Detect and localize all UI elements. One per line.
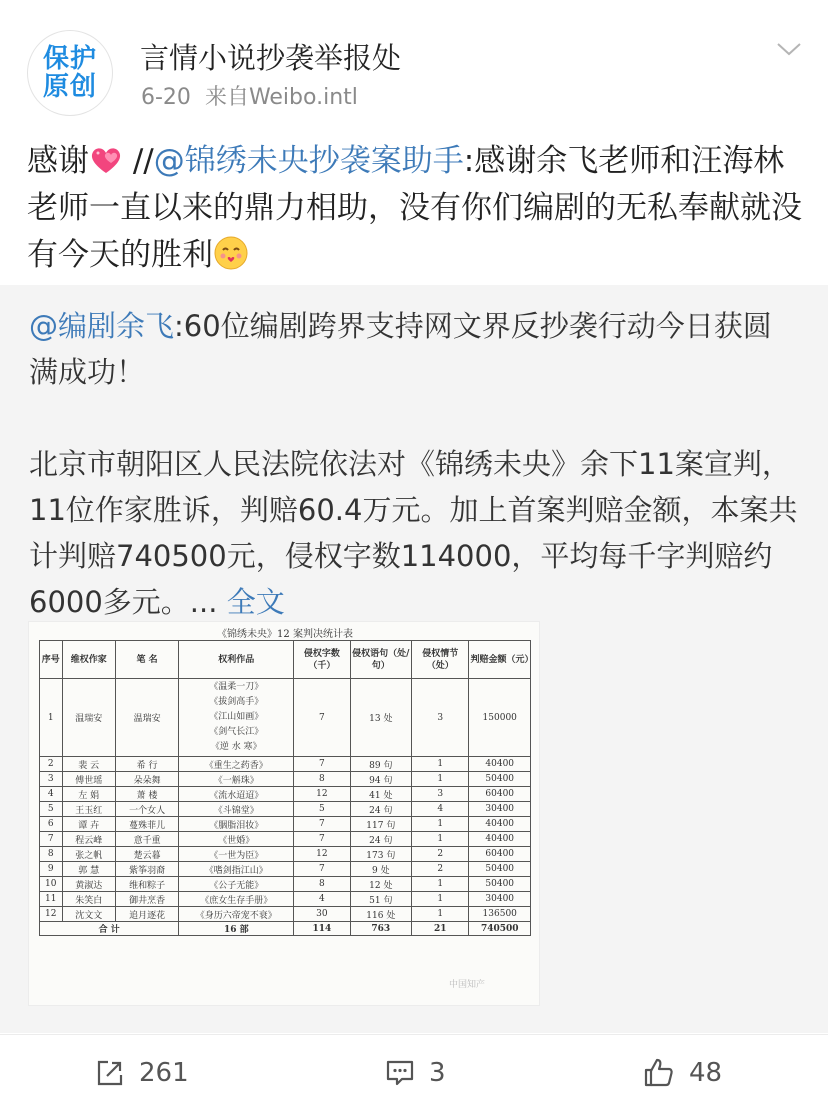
table-row xyxy=(40,907,531,922)
table-cell: 60400 xyxy=(469,787,531,802)
table-cell: 12 xyxy=(294,787,350,802)
total-cell: 21 xyxy=(412,922,469,936)
table-cell: 12 xyxy=(294,847,350,862)
table-cell: 王玉红 xyxy=(62,802,115,817)
table-cell: 张之帆 xyxy=(62,847,115,862)
table-cell: 《一斛珠》 xyxy=(179,772,294,787)
post-date: 6-20 xyxy=(141,85,191,110)
table-cell: 《重生之药香》 xyxy=(179,757,294,772)
table-cell: 追月逐花 xyxy=(115,907,179,922)
table-body xyxy=(40,679,531,936)
like-count: 48 xyxy=(689,1057,723,1088)
work-title: 《逆 水 寒》 xyxy=(210,742,262,752)
text-separator: // xyxy=(123,143,154,179)
work-title: 《江山如画》 xyxy=(209,712,264,722)
kiss-face-emoji-icon xyxy=(213,235,249,271)
table-cell: 10 xyxy=(40,877,63,892)
table-cell: 温瑞安 xyxy=(115,679,179,757)
comment-icon xyxy=(385,1058,415,1088)
table-cell: 1 xyxy=(412,907,469,922)
header-cell: 侵权字数（千） xyxy=(294,641,350,679)
repost-text xyxy=(29,303,799,625)
mention-link[interactable]: @锦绣未央抄袭案助手 xyxy=(153,143,464,179)
username[interactable]: 言情小说抄袭举报处 xyxy=(140,41,402,75)
table-cell: 6 xyxy=(40,817,63,832)
table-header-row xyxy=(40,641,531,679)
table-cell: 41 处 xyxy=(350,787,412,802)
table-cell: 4 xyxy=(40,787,63,802)
table-cell: 2 xyxy=(412,862,469,877)
table-row xyxy=(40,757,531,772)
post-meta xyxy=(141,80,358,111)
comment-button[interactable] xyxy=(385,1035,446,1109)
table-cell: 御井烹香 xyxy=(115,892,179,907)
table-cell: 《庶女生存手册》 xyxy=(179,892,294,907)
table-cell: 173 句 xyxy=(350,847,412,862)
table-cell: 维和粽子 xyxy=(115,877,179,892)
watermark: 中国知产 xyxy=(449,980,486,990)
header-cell: 权利作品 xyxy=(179,641,294,679)
header-cell: 笔 名 xyxy=(115,641,179,679)
table-cell: 郭 慧 xyxy=(62,862,115,877)
table-cell: 1 xyxy=(412,832,469,847)
table-cell: 117 句 xyxy=(350,817,412,832)
table-cell: 40400 xyxy=(469,832,531,847)
table-cell: 裴 云 xyxy=(62,757,115,772)
table-cell: 12 xyxy=(40,907,63,922)
table-row xyxy=(40,679,531,757)
table-cell: 5 xyxy=(294,802,350,817)
table-cell: 50400 xyxy=(469,862,531,877)
table-cell: 40400 xyxy=(469,817,531,832)
table-cell: 11 xyxy=(40,892,63,907)
table-cell: 30400 xyxy=(469,892,531,907)
repost-text-1: :60位编剧跨界支持网文界反抄袭行动今日获圆满成功！ xyxy=(29,309,772,389)
avatar[interactable] xyxy=(27,30,113,116)
table-cell: 1 xyxy=(412,757,469,772)
post-text xyxy=(27,138,807,279)
table-cell: 51 句 xyxy=(350,892,412,907)
table-cell: 116 处 xyxy=(350,907,412,922)
total-cell: 合 计 xyxy=(40,922,179,936)
heart-emoji-icon xyxy=(89,145,123,175)
total-cell: 114 xyxy=(294,922,350,936)
table-cell: 希 行 xyxy=(115,757,179,772)
table-cell: 《一世为臣》 xyxy=(179,847,294,862)
table-cell: 7 xyxy=(294,679,350,757)
work-title: 《剑气长江》 xyxy=(209,727,264,737)
table-cell: 沈文文 xyxy=(62,907,115,922)
table-cell: 50400 xyxy=(469,877,531,892)
table-cell: 24 句 xyxy=(350,802,412,817)
table-row xyxy=(40,877,531,892)
table-cell: 136500 xyxy=(469,907,531,922)
table-row xyxy=(40,817,531,832)
table-cell: 3 xyxy=(40,772,63,787)
table-cell: 8 xyxy=(294,877,350,892)
table-cell: 《世婚》 xyxy=(179,832,294,847)
table-cell: 程云峰 xyxy=(62,832,115,847)
table-cell: 3 xyxy=(412,787,469,802)
table-cell: 紫筝羽裔 xyxy=(115,862,179,877)
header-cell: 序号 xyxy=(40,641,63,679)
comment-count: 3 xyxy=(429,1057,446,1088)
total-cell: 763 xyxy=(350,922,412,936)
table-cell: 3 xyxy=(412,679,469,757)
table-cell: 朱笑白 xyxy=(62,892,115,907)
work-title: 《拔剑高手》 xyxy=(209,697,264,707)
table-title: 《锦绣未央》12 案判决统计表 xyxy=(217,629,353,640)
post-source: 来自Weibo.intl xyxy=(204,85,358,110)
table-cell: 5 xyxy=(40,802,63,817)
table-cell: 《斗锦堂》 xyxy=(179,802,294,817)
table-cell: 94 句 xyxy=(350,772,412,787)
header-cell: 判赔金额（元） xyxy=(469,641,531,679)
table-total-row xyxy=(40,922,531,936)
table-cell: 7 xyxy=(294,757,350,772)
text-prefix: 感谢 xyxy=(27,143,89,179)
table-cell: 89 句 xyxy=(350,757,412,772)
table-cell: 《嗜剑指江山》 xyxy=(179,862,294,877)
table-cell: 1 xyxy=(412,892,469,907)
judgment-table-image[interactable] xyxy=(28,621,540,1006)
table-cell: 50400 xyxy=(469,772,531,787)
repost-count: 261 xyxy=(139,1057,189,1088)
table-cell xyxy=(179,679,294,757)
total-cell: 740500 xyxy=(469,922,531,936)
avatar-text-1: 保护 xyxy=(42,44,97,74)
table-cell: 傅世瑶 xyxy=(62,772,115,787)
header-cell: 维权作家 xyxy=(62,641,115,679)
header-cell: 侵权情节（处） xyxy=(412,641,469,679)
table-row xyxy=(40,892,531,907)
table-cell: 30 xyxy=(294,907,350,922)
text-body: :感谢余飞老师和汪海林老师一直以来的鼎力相助，没有你们编剧的无私奉献就没有今天的胜利 xyxy=(27,143,802,273)
table-cell: 温瑞安 xyxy=(62,679,115,757)
table-cell: 30400 xyxy=(469,802,531,817)
table-cell: 4 xyxy=(412,802,469,817)
table-cell: 谭 卉 xyxy=(62,817,115,832)
table-cell: 2 xyxy=(412,847,469,862)
work-title: 《温柔一刀》 xyxy=(209,682,264,692)
action-bar xyxy=(0,1034,828,1109)
table-row xyxy=(40,862,531,877)
table-cell: 意千重 xyxy=(115,832,179,847)
full-text-link[interactable]: 全文 xyxy=(226,585,285,619)
table-cell: 8 xyxy=(40,847,63,862)
repost-mention-link[interactable]: @编剧余飞 xyxy=(29,309,175,343)
table-cell: 150000 xyxy=(469,679,531,757)
thumbs-up-icon xyxy=(643,1057,675,1089)
table-cell: 楚云暮 xyxy=(115,847,179,862)
share-icon xyxy=(95,1058,125,1088)
repost-text-2: 北京市朝阳区人民法院依法对《锦绣未央》余下11案宣判，11位作家胜诉，判赔60.4万元。加上首案判赔金额，本案共计判赔740500元，侵权字数114000，平均每千字判赔约6000多元。... xyxy=(29,447,798,619)
table-cell: 《身历六帝宠不衰》 xyxy=(179,907,294,922)
table-row xyxy=(40,832,531,847)
table-cell: 7 xyxy=(294,832,350,847)
table-cell: 一个女人 xyxy=(115,802,179,817)
avatar-text-2: 原创 xyxy=(42,72,97,102)
table-cell: 1 xyxy=(412,877,469,892)
table-cell: 2 xyxy=(40,757,63,772)
judgment-table xyxy=(39,640,534,936)
table-cell: 7 xyxy=(40,832,63,847)
like-button[interactable] xyxy=(643,1035,722,1109)
table-cell: 9 xyxy=(40,862,63,877)
total-cell: 16 部 xyxy=(179,922,294,936)
table-cell: 《公子无能》 xyxy=(179,877,294,892)
table-row xyxy=(40,772,531,787)
repost-block[interactable] xyxy=(0,285,828,1033)
table-cell: 左 娟 xyxy=(62,787,115,802)
table-cell: 朵朵舞 xyxy=(115,772,179,787)
table-cell: 《胭脂泪妆》 xyxy=(179,817,294,832)
table-cell: 黄淑达 xyxy=(62,877,115,892)
table-cell: 1 xyxy=(40,679,63,757)
table-row xyxy=(40,802,531,817)
chevron-down-icon[interactable] xyxy=(776,38,802,60)
header-cell: 侵权语句（处/句） xyxy=(350,641,412,679)
table-cell: 24 句 xyxy=(350,832,412,847)
table-row xyxy=(40,847,531,862)
table-cell: 40400 xyxy=(469,757,531,772)
table-cell: 13 处 xyxy=(350,679,412,757)
table-cell: 9 处 xyxy=(350,862,412,877)
table-cell: 1 xyxy=(412,817,469,832)
table-cell: 萧 楼 xyxy=(115,787,179,802)
table-cell: 8 xyxy=(294,772,350,787)
table-cell: 《流水迢迢》 xyxy=(179,787,294,802)
table-cell: 7 xyxy=(294,862,350,877)
table-row xyxy=(40,787,531,802)
table-cell: 60400 xyxy=(469,847,531,862)
repost-button[interactable] xyxy=(95,1035,189,1109)
table-cell: 7 xyxy=(294,817,350,832)
table-cell: 1 xyxy=(412,772,469,787)
table-cell: 12 处 xyxy=(350,877,412,892)
table-cell: 4 xyxy=(294,892,350,907)
table-cell: 蔓殊菲儿 xyxy=(115,817,179,832)
post-header xyxy=(0,0,828,124)
